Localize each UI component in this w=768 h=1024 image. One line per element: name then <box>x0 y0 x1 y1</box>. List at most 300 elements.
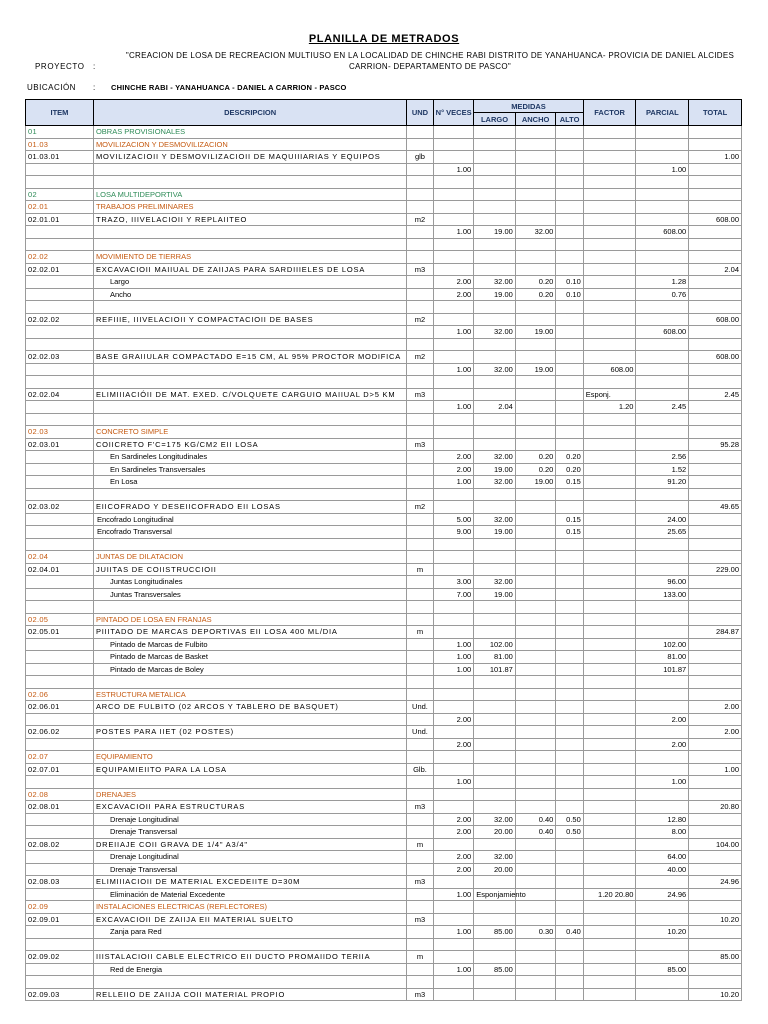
cell-factor <box>583 901 636 914</box>
cell-desc: En Losa <box>93 476 406 489</box>
col-largo: LARGO <box>474 113 516 126</box>
cell-ancho <box>515 838 556 851</box>
proyecto-text: "CREACION DE LOSA DE RECREACION MULTIUSO EN LA LOCALIDAD DE CHINCHE RABI DISTRITO DE YANAHUANCA- PROVICIA DE DANIEL ALCIDES CARRION- DEPARTAMENTO DE PASCO" <box>125 51 735 71</box>
cell-parcial <box>636 801 689 814</box>
cell-total: 1.00 <box>689 763 742 776</box>
cell-parcial <box>636 901 689 914</box>
cell-item <box>26 776 94 789</box>
cell-und: m3 <box>407 876 433 889</box>
cell-largo <box>474 263 516 276</box>
cell-veces: 1.00 <box>433 963 474 976</box>
cell-largo <box>474 876 516 889</box>
table-header <box>26 100 742 126</box>
cell-und: m2 <box>407 213 433 226</box>
cell-parcial: 0.76 <box>636 288 689 301</box>
cell-largo <box>474 251 516 264</box>
cell-veces <box>433 838 474 851</box>
cell-item: 02.08.01 <box>26 801 94 814</box>
cell-veces: 2.00 <box>433 738 474 751</box>
cell-item: 02.03.02 <box>26 501 94 514</box>
cell-alto <box>556 851 583 864</box>
cell-factor <box>583 513 636 526</box>
cell-parcial <box>636 688 689 701</box>
cell-desc: ELIMIIIACIÓII DE MAT. EXED. C/VOLQUETE CARGUIO MAIIUAL D>5 KM <box>93 388 406 401</box>
cell-parcial <box>636 751 689 764</box>
cell-factor <box>583 776 636 789</box>
blank-row <box>26 376 742 389</box>
cell-parcial <box>636 951 689 964</box>
cell-alto <box>556 413 583 426</box>
cell-item: 02.09.03 <box>26 988 94 1001</box>
cell-item <box>26 363 94 376</box>
item-row <box>26 438 742 451</box>
cell-und <box>407 126 433 139</box>
cell-total <box>689 463 742 476</box>
cell-und <box>407 176 433 189</box>
blank-row <box>26 976 742 989</box>
cell-desc: IIISTALACIOII CABLE ELECTRICO EII DUCTO PROMAIIDO TERIIA <box>93 951 406 964</box>
cell-alto <box>556 951 583 964</box>
cell-ancho: 19.00 <box>515 363 556 376</box>
cell-desc <box>93 413 406 426</box>
cell-veces <box>433 726 474 739</box>
cell-desc: Pintado de Marcas de Basket <box>93 651 406 664</box>
cell-ancho <box>515 438 556 451</box>
cell-veces <box>433 388 474 401</box>
cell-ancho <box>515 126 556 139</box>
cell-item <box>26 301 94 314</box>
cell-desc <box>93 338 406 351</box>
cell-desc <box>93 776 406 789</box>
cell-veces <box>433 913 474 926</box>
cell-veces <box>433 213 474 226</box>
cell-parcial <box>636 563 689 576</box>
cell-parcial: 1.28 <box>636 276 689 289</box>
cell-largo <box>474 913 516 926</box>
cell-ancho <box>515 338 556 351</box>
cell-item <box>26 851 94 864</box>
cell-und <box>407 251 433 264</box>
cell-ancho <box>515 701 556 714</box>
cell-ancho <box>515 163 556 176</box>
subsection-row <box>26 788 742 801</box>
cell-und <box>407 963 433 976</box>
cell-total <box>689 163 742 176</box>
item-row <box>26 801 742 814</box>
cell-item <box>26 513 94 526</box>
cell-item <box>26 638 94 651</box>
measure-row <box>26 163 742 176</box>
item-row <box>26 701 742 714</box>
cell-total <box>689 376 742 389</box>
cell-alto: 0.10 <box>556 288 583 301</box>
cell-desc: REFIIIE, IIIVELACIOII Y COMPACTACIOII DE BASES <box>93 313 406 326</box>
cell-largo <box>474 138 516 151</box>
cell-ancho <box>515 601 556 614</box>
measure-row <box>26 826 742 839</box>
cell-und <box>407 851 433 864</box>
cell-ancho <box>515 763 556 776</box>
cell-parcial <box>636 701 689 714</box>
cell-und <box>407 513 433 526</box>
cell-ancho: 19.00 <box>515 326 556 339</box>
measure-row <box>26 651 742 664</box>
cell-item <box>26 676 94 689</box>
cell-desc: CONCRETO SIMPLE <box>93 426 406 439</box>
cell-desc: MOVIMIENTO DE TIERRAS <box>93 251 406 264</box>
cell-item <box>26 288 94 301</box>
cell-item: 02.08.02 <box>26 838 94 851</box>
cell-largo <box>474 388 516 401</box>
measure-row <box>26 526 742 539</box>
cell-veces <box>433 351 474 364</box>
cell-alto <box>556 426 583 439</box>
cell-alto <box>556 151 583 164</box>
cell-total <box>689 188 742 201</box>
cell-item <box>26 663 94 676</box>
blank-row <box>26 538 742 551</box>
cell-total <box>689 488 742 501</box>
blank-row <box>26 176 742 189</box>
cell-desc: EXCAVACIOII DE ZAIIJA EII MATERIAL SUELTO <box>93 913 406 926</box>
cell-ancho <box>515 138 556 151</box>
cell-largo <box>474 313 516 326</box>
cell-veces: 1.00 <box>433 663 474 676</box>
cell-und <box>407 288 433 301</box>
item-row <box>26 838 742 851</box>
cell-alto <box>556 138 583 151</box>
cell-alto <box>556 938 583 951</box>
cell-parcial <box>636 838 689 851</box>
cell-veces <box>433 313 474 326</box>
measure-row <box>26 451 742 464</box>
cell-parcial: 81.00 <box>636 651 689 664</box>
cell-factor <box>583 663 636 676</box>
cell-largo <box>474 976 516 989</box>
cell-item: 02.02.03 <box>26 351 94 364</box>
cell-veces: 2.00 <box>433 288 474 301</box>
cell-veces <box>433 376 474 389</box>
cell-parcial: 24.96 <box>636 888 689 901</box>
cell-factor <box>583 263 636 276</box>
cell-largo <box>474 563 516 576</box>
cell-desc: COIICRETO F'C=175 KG/CM2 EII LOSA <box>93 438 406 451</box>
cell-factor <box>583 638 636 651</box>
col-veces: N° VECES <box>433 100 474 126</box>
cell-largo: 81.00 <box>474 651 516 664</box>
cell-und <box>407 676 433 689</box>
cell-ancho <box>515 638 556 651</box>
cell-factor <box>583 626 636 639</box>
cell-item: 02.01 <box>26 201 94 214</box>
cell-parcial <box>636 988 689 1001</box>
subsection-row <box>26 613 742 626</box>
cell-parcial <box>636 201 689 214</box>
cell-alto <box>556 326 583 339</box>
cell-factor <box>583 463 636 476</box>
col-alto: ALTO <box>556 113 583 126</box>
cell-desc: EXCAVACIOII MAIIUAL DE ZAIIJAS PARA SARDIIIELES DE LOSA <box>93 263 406 276</box>
cell-parcial <box>636 551 689 564</box>
cell-factor <box>583 838 636 851</box>
cell-parcial <box>636 913 689 926</box>
cell-ancho <box>515 588 556 601</box>
cell-desc: En Sardineles Transversales <box>93 463 406 476</box>
cell-parcial <box>636 938 689 951</box>
cell-factor <box>583 751 636 764</box>
cell-ancho <box>515 963 556 976</box>
cell-ancho <box>515 676 556 689</box>
cell-total <box>689 426 742 439</box>
cell-und: m <box>407 626 433 639</box>
cell-ancho <box>515 251 556 264</box>
cell-und: Und. <box>407 701 433 714</box>
cell-largo <box>474 201 516 214</box>
cell-alto: 0.40 <box>556 926 583 939</box>
cell-veces: 1.00 <box>433 226 474 239</box>
cell-total <box>689 651 742 664</box>
cell-alto <box>556 913 583 926</box>
cell-und <box>407 276 433 289</box>
cell-veces <box>433 563 474 576</box>
cell-veces <box>433 126 474 139</box>
cell-und <box>407 776 433 789</box>
cell-factor <box>583 676 636 689</box>
cell-largo <box>474 338 516 351</box>
cell-largo <box>474 801 516 814</box>
cell-alto <box>556 801 583 814</box>
cell-veces: 1.00 <box>433 476 474 489</box>
cell-parcial <box>636 876 689 889</box>
cell-item: 02.03 <box>26 426 94 439</box>
cell-desc: Drenaje Transversal <box>93 863 406 876</box>
cell-parcial <box>636 188 689 201</box>
cell-und <box>407 363 433 376</box>
cell-und <box>407 163 433 176</box>
cell-item <box>26 401 94 414</box>
cell-parcial: 133.00 <box>636 588 689 601</box>
cell-total <box>689 451 742 464</box>
measure-row <box>26 326 742 339</box>
cell-ancho <box>515 563 556 576</box>
cell-factor <box>583 238 636 251</box>
cell-total <box>689 713 742 726</box>
cell-alto: 0.15 <box>556 526 583 539</box>
cell-und: m3 <box>407 263 433 276</box>
cell-veces <box>433 488 474 501</box>
cell-veces <box>433 626 474 639</box>
cell-ancho <box>515 488 556 501</box>
measure-row <box>26 288 742 301</box>
cell-alto <box>556 651 583 664</box>
cell-largo <box>474 763 516 776</box>
blank-row <box>26 938 742 951</box>
measure-row <box>26 863 742 876</box>
cell-ancho: 19.00 <box>515 476 556 489</box>
cell-item <box>26 463 94 476</box>
cell-total <box>689 363 742 376</box>
cell-factor <box>583 601 636 614</box>
cell-alto <box>556 788 583 801</box>
cell-total: 2.00 <box>689 701 742 714</box>
measure-row <box>26 663 742 676</box>
cell-largo <box>474 701 516 714</box>
cell-alto <box>556 751 583 764</box>
cell-veces: 2.00 <box>433 826 474 839</box>
cell-item <box>26 476 94 489</box>
cell-ancho <box>515 238 556 251</box>
cell-desc: ELIMIIIACIOII DE MATERIAL EXCEDEIITE D=30M <box>93 876 406 889</box>
cell-alto <box>556 188 583 201</box>
cell-total <box>689 813 742 826</box>
cell-item <box>26 276 94 289</box>
cell-veces <box>433 701 474 714</box>
cell-item: 02.02.01 <box>26 263 94 276</box>
cell-desc: EQUIPAMIEIITO PARA LA LOSA <box>93 763 406 776</box>
cell-parcial: 608.00 <box>636 226 689 239</box>
cell-item <box>26 488 94 501</box>
cell-ancho <box>515 613 556 626</box>
cell-und <box>407 688 433 701</box>
cell-veces <box>433 688 474 701</box>
cell-largo: 32.00 <box>474 276 516 289</box>
cell-ancho <box>515 501 556 514</box>
cell-alto <box>556 376 583 389</box>
cell-parcial <box>636 338 689 351</box>
cell-largo <box>474 688 516 701</box>
cell-item: 02 <box>26 188 94 201</box>
cell-largo: 101.87 <box>474 663 516 676</box>
cell-ancho <box>515 513 556 526</box>
subsection-row <box>26 551 742 564</box>
cell-parcial <box>636 151 689 164</box>
cell-desc: Eliminación de Material Excedente <box>93 888 406 901</box>
cell-veces <box>433 938 474 951</box>
cell-factor <box>583 563 636 576</box>
cell-factor <box>583 613 636 626</box>
cell-factor <box>583 413 636 426</box>
ubicacion-text: CHINCHE RABI - YANAHUANCA - DANIEL A CARRION - PASCO <box>111 83 347 92</box>
measure-row <box>26 476 742 489</box>
cell-veces <box>433 751 474 764</box>
cell-total: 608.00 <box>689 313 742 326</box>
cell-ancho <box>515 801 556 814</box>
cell-ancho: 0.30 <box>515 926 556 939</box>
cell-largo: 32.00 <box>474 851 516 864</box>
item-row <box>26 763 742 776</box>
cell-alto <box>556 601 583 614</box>
cell-total <box>689 751 742 764</box>
cell-veces: 9.00 <box>433 526 474 539</box>
cell-factor <box>583 951 636 964</box>
cell-parcial: 2.56 <box>636 451 689 464</box>
cell-item <box>26 926 94 939</box>
cell-item <box>26 651 94 664</box>
cell-und: m3 <box>407 913 433 926</box>
cell-ancho: 0.40 <box>515 813 556 826</box>
cell-und <box>407 201 433 214</box>
cell-parcial <box>636 263 689 276</box>
cell-und <box>407 788 433 801</box>
cell-alto: 0.50 <box>556 826 583 839</box>
cell-veces: 7.00 <box>433 588 474 601</box>
measure-row <box>26 738 742 751</box>
cell-factor: 608.00 <box>583 363 636 376</box>
cell-und: m2 <box>407 351 433 364</box>
cell-alto <box>556 713 583 726</box>
cell-factor <box>583 688 636 701</box>
subsection-row <box>26 426 742 439</box>
cell-und <box>407 401 433 414</box>
measure-row <box>26 363 742 376</box>
cell-item <box>26 413 94 426</box>
cell-alto <box>556 251 583 264</box>
cell-item: 01.03 <box>26 138 94 151</box>
cell-desc <box>93 363 406 376</box>
cell-parcial: 2.00 <box>636 713 689 726</box>
cell-veces <box>433 263 474 276</box>
cell-item <box>26 326 94 339</box>
cell-alto <box>556 638 583 651</box>
cell-und <box>407 888 433 901</box>
cell-item <box>26 713 94 726</box>
cell-item: 02.07 <box>26 751 94 764</box>
cell-alto <box>556 963 583 976</box>
blank-row <box>26 301 742 314</box>
cell-item <box>26 976 94 989</box>
cell-veces <box>433 251 474 264</box>
cell-total: 2.45 <box>689 388 742 401</box>
cell-item: 01.03.01 <box>26 151 94 164</box>
cell-alto <box>556 776 583 789</box>
cell-veces <box>433 501 474 514</box>
cell-factor: 1.20 <box>583 401 636 414</box>
cell-factor <box>583 213 636 226</box>
cell-parcial: 12.80 <box>636 813 689 826</box>
cell-item <box>26 163 94 176</box>
cell-largo <box>474 238 516 251</box>
cell-parcial <box>636 251 689 264</box>
cell-parcial: 608.00 <box>636 326 689 339</box>
cell-factor <box>583 338 636 351</box>
subsection-row <box>26 688 742 701</box>
cell-largo <box>474 938 516 951</box>
cell-alto <box>556 488 583 501</box>
measure-row <box>26 463 742 476</box>
cell-veces: 2.00 <box>433 463 474 476</box>
cell-ancho <box>515 151 556 164</box>
section-row <box>26 126 742 139</box>
cell-veces: 1.00 <box>433 326 474 339</box>
cell-largo <box>474 613 516 626</box>
cell-factor <box>583 451 636 464</box>
cell-ancho: 0.20 <box>515 463 556 476</box>
cell-factor <box>583 851 636 864</box>
cell-und <box>407 976 433 989</box>
measure-row <box>26 963 742 976</box>
cell-factor <box>583 126 636 139</box>
measure-row <box>26 226 742 239</box>
cell-factor <box>583 576 636 589</box>
cell-factor <box>583 588 636 601</box>
cell-parcial <box>636 363 689 376</box>
cell-und <box>407 588 433 601</box>
item-row <box>26 151 742 164</box>
cell-veces <box>433 426 474 439</box>
cell-und: m <box>407 563 433 576</box>
cell-veces <box>433 876 474 889</box>
cell-ancho <box>515 951 556 964</box>
